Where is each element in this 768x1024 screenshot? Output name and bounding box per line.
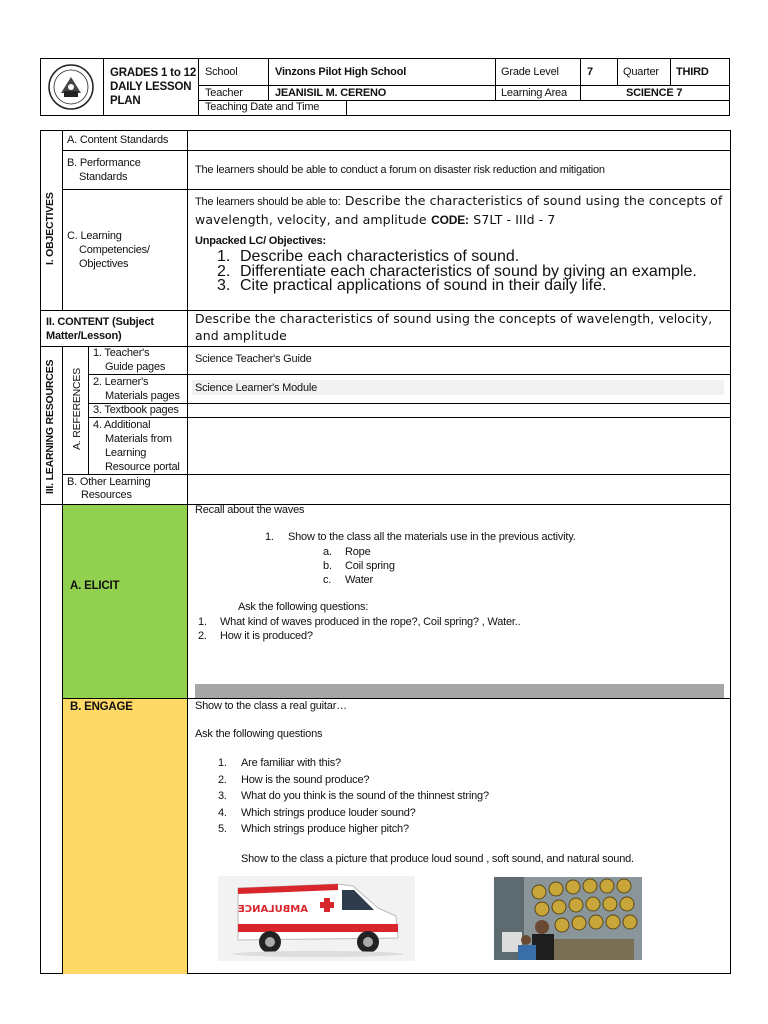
list-item — [323, 545, 371, 559]
other-resources-label: B. Other Learning Resources — [67, 476, 151, 501]
header-title: GRADES 1 to 12 DAILY LESSON PLAN — [110, 67, 197, 107]
objectives-side-label: I. OBJECTIVES — [44, 192, 56, 265]
content-label: II. CONTENT (Subject Matter/Lesson) — [46, 316, 154, 342]
list-item — [218, 805, 416, 822]
list-item-number: 2. — [198, 630, 207, 642]
engage-questions — [218, 755, 489, 838]
content-standards-label: A. Content Standards — [67, 134, 169, 146]
list-item-number: 1. — [218, 757, 227, 769]
list-item-text: What do you think is the sound of the thinnest string? — [241, 790, 489, 802]
engage-cell — [63, 699, 187, 974]
materials-list — [323, 545, 395, 587]
resources-side-label: III. LEARNING RESOURCES — [44, 359, 56, 494]
list-item-text: Rope — [345, 546, 371, 558]
school-value: Vinzons Pilot High School — [275, 66, 407, 78]
list-item-number: 2. — [217, 262, 231, 280]
list-item — [323, 573, 373, 587]
engage-intro: Show to the class a real guitar… — [195, 700, 347, 712]
list-item-text: Which strings produce louder sound? — [241, 806, 416, 819]
competencies-label: C. Learning Competencies/ Objectives — [67, 230, 150, 270]
code-value: S7LT - IIId - 7 — [473, 212, 556, 227]
elicit-step: 1. Show to the class all the materials use in the previous activity. — [265, 531, 576, 543]
quarter-value: THIRD — [676, 66, 709, 78]
grade-label: Grade Level — [501, 66, 559, 78]
list-item-number: c. — [323, 574, 332, 586]
list-item-text: Describe each characteristics of sound. — [240, 248, 520, 265]
list-item — [217, 248, 725, 263]
list-item-number: 1. — [217, 248, 231, 265]
unpacked-list — [195, 248, 725, 292]
list-item-number: 3. — [218, 790, 227, 802]
teacher-label: Teacher — [205, 87, 243, 99]
teachers-guide-label: 1. Teacher's Guide pages — [93, 347, 166, 373]
list-item — [198, 615, 521, 629]
speakers-icon — [494, 877, 642, 960]
list-item — [218, 772, 370, 789]
list-item — [323, 559, 395, 573]
list-item-text: What kind of waves produced in the rope?, Coil spring? , Water.. — [220, 616, 521, 628]
elicit-recall: Recall about the waves — [195, 504, 305, 516]
learners-materials-label: 2. Learner's Materials pages — [93, 376, 180, 402]
list-item-number: 2. — [218, 773, 227, 786]
grade-value: 7 — [587, 66, 593, 78]
engage-ask: Ask the following questions — [195, 728, 323, 740]
ambulance-text: AMBULANCE — [237, 904, 308, 915]
elicit-cell — [63, 505, 187, 698]
competency-intro: The learners should be able to: — [195, 196, 341, 208]
list-item-number: a. — [323, 546, 332, 558]
ambulance-icon — [218, 876, 415, 961]
list-item-text: Cite practical applications of sound in their daily life. — [240, 277, 607, 294]
list-item-text: How it is produced? — [220, 630, 313, 642]
engage-picture-text: Show to the class a picture that produce loud sound , soft sound, and natural sound. — [241, 853, 634, 865]
performance-standards-label: B. Performance Standards — [67, 157, 141, 183]
list-item-text: Which strings produce higher pitch? — [241, 823, 409, 835]
list-item-number: b. — [323, 560, 332, 572]
list-item-text: Coil spring — [345, 560, 395, 572]
competency-text-1: Describe the characteristics of sound using the concepts of — [344, 193, 723, 208]
deped-seal-icon — [47, 63, 95, 111]
list-item-number: 5. — [218, 823, 227, 835]
unpacked-title: Unpacked LC/ Objectives: — [195, 235, 326, 247]
area-value: SCIENCE 7 — [626, 87, 683, 99]
content-value: Describe the characteristics of sound using the concepts of wavelength, velocity, and amplitude — [195, 311, 713, 343]
references-side-label: A. REFERENCES — [71, 368, 83, 450]
list-item — [198, 629, 313, 643]
list-item — [218, 788, 489, 805]
competency-block — [195, 192, 725, 292]
area-label: Learning Area — [501, 87, 567, 99]
elicit-ask: Ask the following questions: — [238, 601, 369, 613]
list-item-text: Are familiar with this? — [241, 757, 341, 769]
learners-materials-value: Science Learner's Module — [195, 382, 318, 394]
teachers-guide-value: Science Teacher's Guide — [195, 353, 312, 365]
quarter-label: Quarter — [623, 66, 659, 78]
additional-materials-label: 4. Additional Materials from Learning Resource portal — [93, 419, 180, 473]
list-item — [218, 821, 409, 838]
school-label: School — [205, 66, 238, 78]
list-item-number: 1. — [198, 616, 207, 628]
performance-standards-value: The learners should be able to conduct a forum on disaster risk reduction and mitigation — [195, 164, 605, 176]
elicit-label: A. ELICIT — [70, 580, 120, 592]
list-item-text: Differentiate each characteristics of sound by giving an example. — [240, 262, 697, 280]
list-item-number: 3. — [217, 277, 231, 294]
list-item — [217, 263, 725, 278]
ambulance-image — [218, 876, 415, 961]
loud-sound-image — [494, 877, 642, 960]
elicit-questions — [198, 615, 521, 643]
list-item — [217, 277, 725, 292]
date-label: Teaching Date and Time — [205, 101, 320, 113]
gray-bar — [195, 684, 724, 698]
engage-label: B. ENGAGE — [70, 701, 133, 713]
list-item-text: How is the sound produce? — [241, 773, 370, 786]
textbook-label: 3. Textbook pages — [93, 404, 179, 416]
code-label: CODE: — [431, 213, 469, 227]
list-item-text: Water — [345, 574, 373, 586]
competency-text-2: wavelength, velocity, and amplitude — [195, 212, 427, 227]
list-item-number: 4. — [218, 806, 227, 819]
teacher-value: JEANISIL M. CERENO — [275, 87, 387, 99]
list-item — [218, 755, 341, 772]
